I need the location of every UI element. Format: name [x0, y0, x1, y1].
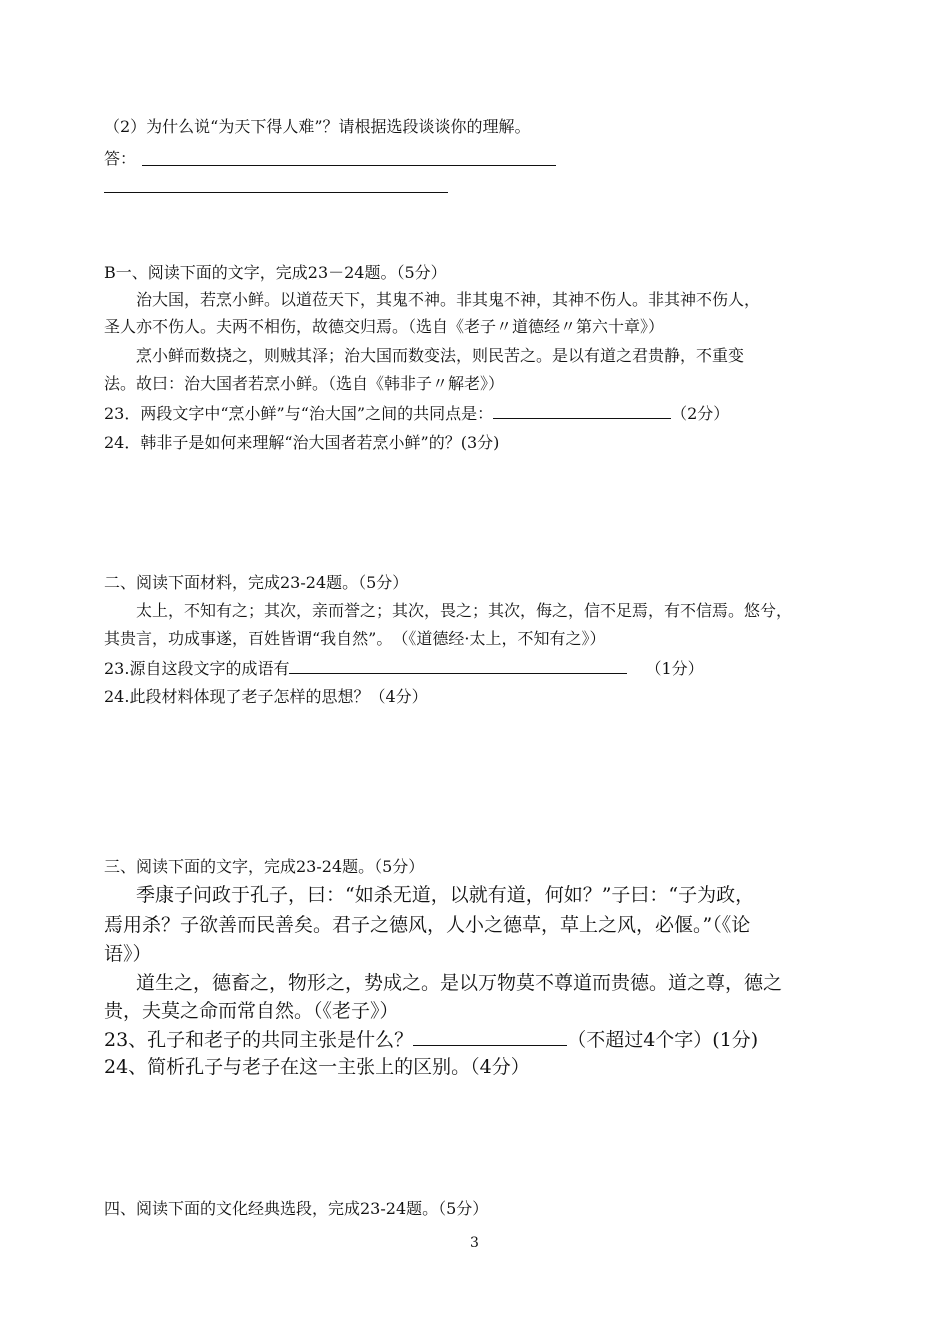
section-b-passage-2-line-1: 烹小鲜而数挠之，则贼其泽；治大国而数变法，则民苦之。是以有道之君贵静，不重变	[136, 346, 745, 365]
section-3-passage-1-line-1: 季康子问政于孔子，曰：“如杀无道，以就有道，何如？”子曰：“子为政，	[136, 884, 755, 906]
question-23-text: 23．两段文字中“烹小鲜”与“治大国”之间的共同点是：	[104, 404, 494, 423]
section-3-passage-2-line-2: 贵，夫莫之命而常自然。（《老子》）	[104, 1000, 399, 1022]
section-b-heading: B一、阅读下面的文字，完成23－24题。（5分）	[104, 263, 447, 282]
section-3-passage-2-line-1: 道生之，德畜之，物形之，势成之。是以万物莫不尊道而贵德。道之尊，德之	[136, 972, 783, 994]
section-b-passage-1-line-1: 治大国，若烹小鲜。以道莅天下，其鬼不神。非其鬼不神，其神不伤人。非其神不伤人，	[136, 290, 761, 309]
answer-line-1[interactable]	[142, 165, 556, 166]
section-3-passage-1-line-3: 语》）	[104, 943, 152, 965]
question-23-score: （2分）	[671, 404, 730, 423]
section-b-passage-2-line-2: 法。故曰：治大国者若烹小鲜。（选自《韩非子〃解老》）	[104, 374, 505, 393]
section-2-passage-line-2: 其贵言，功成事遂，百姓皆谓“我自然”。 （《道德经·太上，不知有之》）	[104, 629, 606, 648]
question-23-note: （不超过4个字）(1分)	[567, 1029, 759, 1051]
question-23-text: 23.源自这段文字的成语有	[104, 659, 290, 678]
section-3-question-23	[104, 1026, 758, 1053]
answer-label: 答：	[104, 149, 137, 168]
question-23-score: （1分）	[645, 659, 704, 678]
section-2-question-24: 24.此段材料体现了老子怎样的思想？（4分）	[104, 687, 428, 706]
section-2-heading: 二、阅读下面材料，完成23-24题。（5分）	[104, 573, 409, 592]
section-2-passage-line-1: 太上，不知有之；其次，亲而誉之；其次，畏之；其次，侮之，信不足焉，有不信焉。悠兮，	[136, 601, 793, 620]
section-b-question-23	[104, 402, 729, 425]
answer-line-2[interactable]	[104, 192, 448, 193]
section-b-question-24: 24．韩非子是如何来理解“治大国者若烹小鲜”的？(3分)	[104, 433, 500, 452]
question-23-text: 23、孔子和老子的共同主张是什么？	[104, 1029, 414, 1051]
section-4-heading: 四、阅读下面的文化经典选段，完成23-24题。（5分）	[104, 1199, 489, 1218]
section-b-passage-1-line-2: 圣人亦不伤人。夫两不相伤，故德交归焉。（选自《老子〃道德经〃第六十章》）	[104, 317, 665, 336]
page-number: 3	[470, 1235, 479, 1251]
question-2: （2）为什么说“为天下得人难”？请根据选段谈谈你的理解。	[104, 117, 531, 136]
section-3-passage-1-line-2: 焉用杀？子欲善而民善矣。君子之德风，人小之德草，草上之风，必偃。”（《论	[104, 914, 751, 936]
section-3-heading: 三、阅读下面的文字，完成23-24题。（5分）	[104, 857, 425, 876]
question-23-blank[interactable]	[413, 1026, 567, 1046]
section-2-question-23	[104, 657, 704, 680]
section-3-question-24: 24、简析孔子与老子在这一主张上的区别。（4分）	[104, 1056, 530, 1078]
question-23-blank[interactable]	[289, 657, 627, 674]
question-23-blank[interactable]	[493, 402, 671, 419]
